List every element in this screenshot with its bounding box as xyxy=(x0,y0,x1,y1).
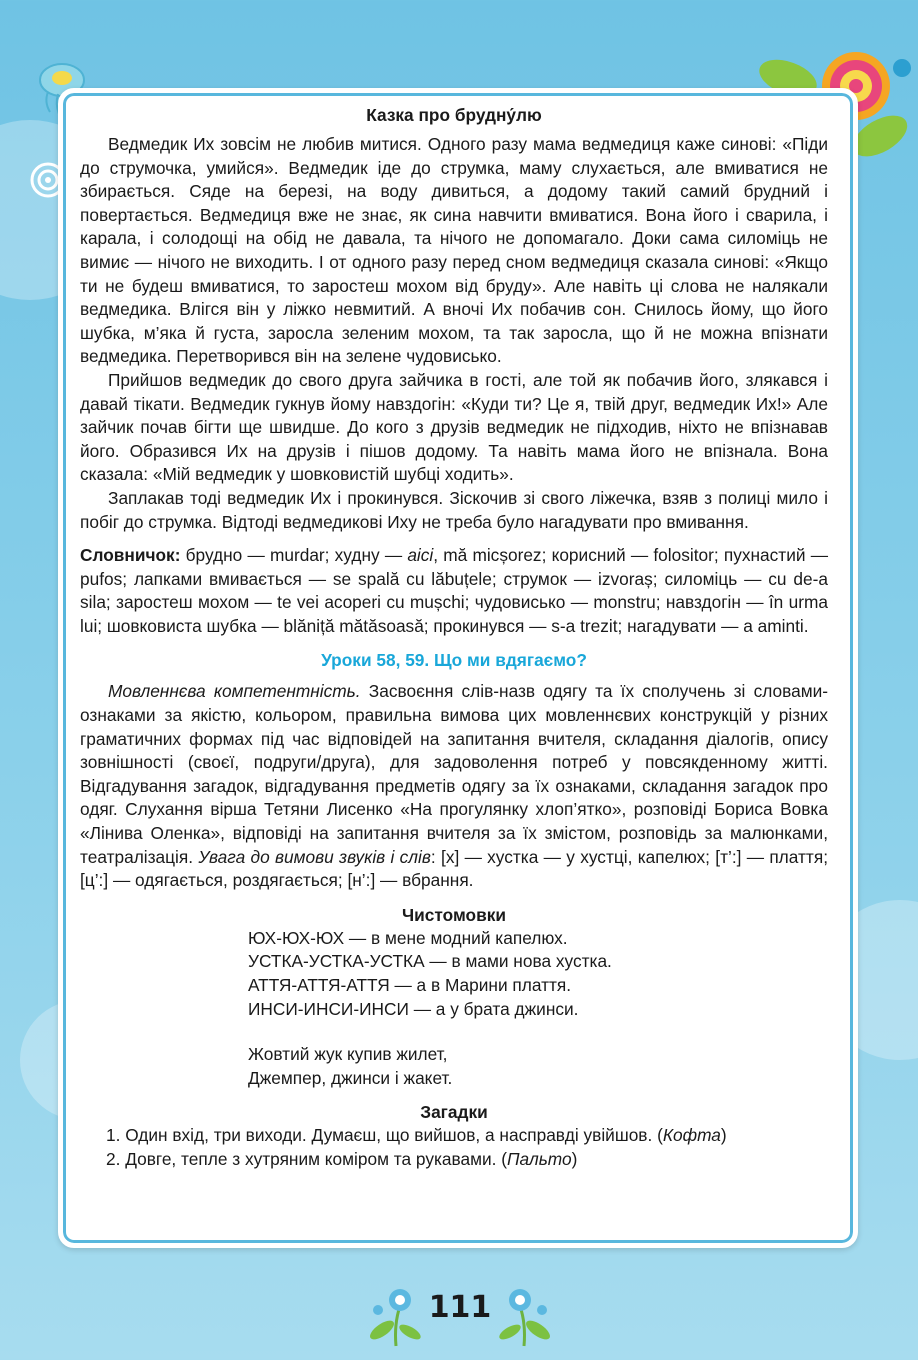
lesson-text: : [х] — хустка — у хустці, капелюх; [т’:] — плаття; [ц’:] — одягається, роздягається; [н’:] — вбрання. xyxy=(80,846,828,891)
page-number: 111 xyxy=(428,1290,492,1325)
riddles-title: Загадки xyxy=(420,1102,488,1123)
glossary-label: Словничок: xyxy=(80,545,181,566)
lesson-text: Засвоєння слів-назв одягу та їх сполучень зі словами-ознаками за якістю, кольором, правильна вимова цих мовленнєвих конструкцій у різних граматичних формах під час відповідей на запитання вчителя, складання діалогів, опису зовнішності (своєї, подруги/друга), для задоволення потреб у повсякденному житті. Відгадування загадок, відгадування предметів одягу за їх ознаками, складання загадок про одяг. Слухання вірша Тетяни Лисенко «На прогулянку хлоп’ятко», розповіді Бориса Вовка «Лінива Оленка», відповіді на запитання вчителя за їх змістом, розповідь за малюнками, театралізація. xyxy=(80,681,828,867)
glossary xyxy=(80,544,828,638)
verse-line: Жовтий жук купив жилет, xyxy=(248,1044,448,1065)
story-body xyxy=(80,133,828,534)
story-paragraph: Прийшов ведмедик до свого друга зайчика в гості, але той як побачив його, злякався і давай тікати. Ведмедик гукнув йому навздогін: «Куди ти? Це я, твій друг, ведмедик Их!» Але зайчик почав бігти ще швидше. До кого з друзів ведмедик не підходив, ніхто не впізнавав його. Образився Их на друзів і пішов додому. Та навіть мама його не впізнала. Вона сказала: «Мій ведмедик у шовковистій шубці ходить». xyxy=(80,369,828,485)
tongue-twister-line: УСТКА-УСТКА-УСТКА — в мами нова хустка. xyxy=(248,951,612,972)
lesson-italic-note: Увага до вимови звуків і слів xyxy=(198,846,431,867)
lesson-description xyxy=(80,680,828,892)
riddle-item: 2. Довге, тепле з хутряним коміром та рукавами. (Пальто) xyxy=(106,1148,578,1169)
right-flower-ornament xyxy=(496,1282,554,1348)
glossary-text: , mă micșorez; корисний — folositor; пухнастий — pufos; лапками вмивається — se spală cu lăbuțele; струмок — izvoraș; силоміць — cu de-a sila; заростеш мохом — te vei acoperi cu mușchi; чудовисько — monstru; навздогін — în urma lui; шовковиста шубка — blăniță mătăsoasă; прокинувся — s-a trezit; нагадувати — a aminti. xyxy=(80,545,828,636)
page-content xyxy=(80,103,828,1172)
tongue-twister-line: АТТЯ-АТТЯ-АТТЯ — а в Марини плаття. xyxy=(248,975,572,995)
tongue-twisters-title: Чистомовки xyxy=(402,904,506,925)
riddle-answer: Кофта xyxy=(662,1125,721,1146)
glossary-text: брудно — murdar; худну — xyxy=(180,545,408,566)
left-flower-ornament xyxy=(366,1282,424,1348)
lesson-heading: Уроки 58, 59. Що ми вдягаємо? xyxy=(321,650,587,671)
story-paragraph: Ведмедик Их зовсім не любив митися. Одного разу мама ведмедиця каже синові: «Піди до струмочка, умийся». Ведмедик іде до струмка, маму слухається, але вмиватися не збирається. Сяде на березі, на воду дивиться, а додому такий самий брудний і повертається. Ведмедиця вже не знає, як сина навчити вмиватися. Вона його і сварила, і карала, і солодощі на обід не давала, та нічого не допомагало. Доки сама силоміць не вимиє — нічого не виходить. І от одного разу перед сном ведмедиця сказала синові: «Якщо ти не будеш вмиватися, то заростеш мохом від бруду». Але навіть ці слова не налякали ведмедика. Влігся він у ліжко невмитий. А вночі Их побачив сон. Снилось йому, що його шубка, м’яка й густа, заросла зеленим мохом, та так заросла, що й не можна впізнати ведмедика. Перетворився він на зелене чудовисько. xyxy=(80,134,828,367)
story-paragraph: Заплакав тоді ведмедик Их і прокинувся. Зіскочив зі свого ліжечка, взяв з полиці мило і побіг до струмка. Відтоді ведмедикові Иху не треба було нагадувати про вмивання. xyxy=(80,487,828,532)
story-title: Казка про брудну́лю xyxy=(366,105,542,125)
verse-line: Джемпер, джинси і жакет. xyxy=(248,1067,453,1088)
lesson-italic-lead: Мовленнєва компетентність. xyxy=(108,681,361,702)
tongue-twister-line: ИНСИ-ИНСИ-ИНСИ — а у брата джинси. xyxy=(248,998,579,1019)
tongue-twister-line: ЮХ-ЮХ-ЮХ — в мене модний капелюх. xyxy=(248,927,568,948)
riddles-list xyxy=(106,1124,828,1171)
glossary-italic: aici xyxy=(407,545,434,566)
riddle-item: 1. Один вхід, три виходи. Думаєш, що вийшов, а насправді увійшов. (Кофта) xyxy=(106,1125,727,1146)
riddle-answer: Пальто xyxy=(507,1148,572,1169)
tongue-twisters-list xyxy=(248,927,828,1091)
